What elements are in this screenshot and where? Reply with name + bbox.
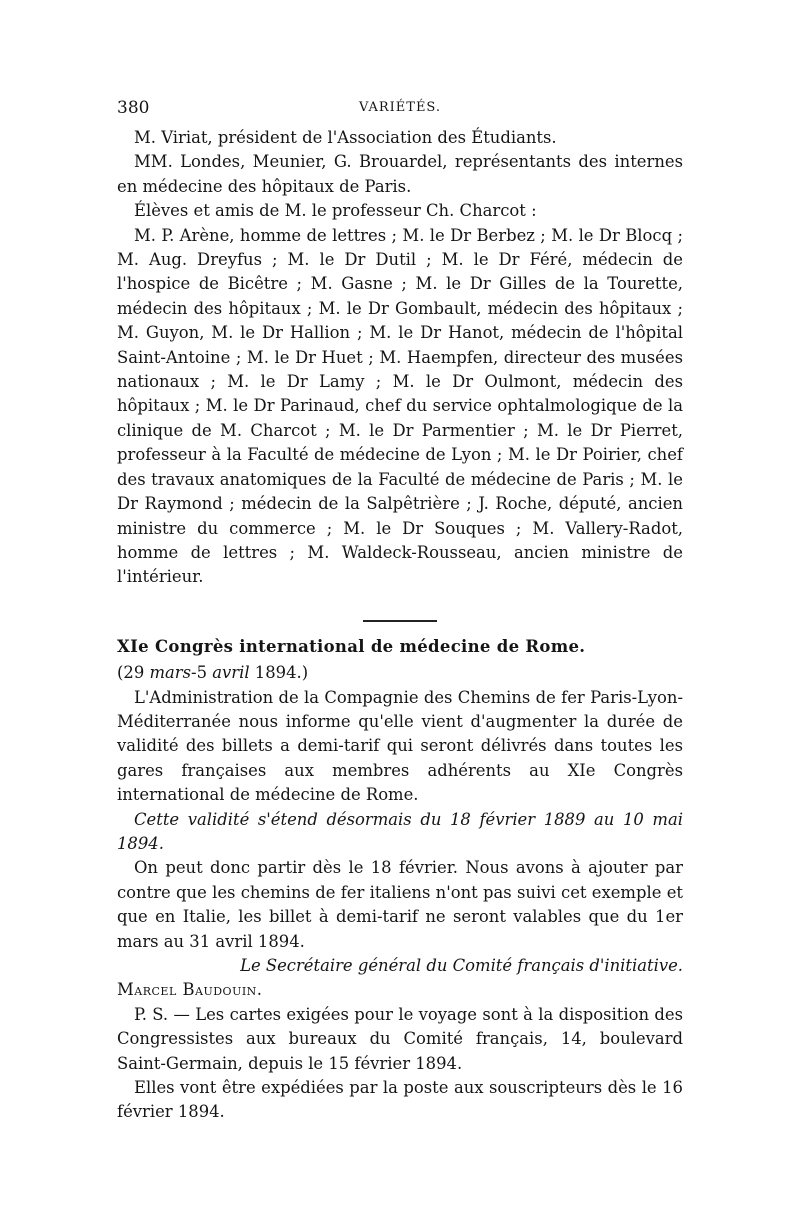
dates-avril: avril xyxy=(212,663,250,683)
page-body xyxy=(117,126,683,1125)
eleves-heading: Élèves et amis de M. le professeur Ch. Charcot : xyxy=(134,201,537,221)
ps-paragraph-1: P. S. — Les cartes exigées pour le voyage sont à la disposition des Congressistes aux bureaux du Comité français, 14, boulevard Saint-Germain, depuis le 15 février 1894. xyxy=(117,1004,683,1073)
page-header xyxy=(117,98,683,124)
dates-middle: -5 xyxy=(191,663,213,683)
dates-suffix: 1894.) xyxy=(249,663,309,683)
viriat-line: M. Viriat, président de l'Association des Étudiants. xyxy=(134,128,557,147)
internes-paragraph: MM. Londes, Meunier, G. Brouardel, représentants des internes en médecine des hôpitaux de Paris. xyxy=(117,152,683,196)
congress-dates xyxy=(117,661,683,685)
dates-mars: mars xyxy=(149,663,192,683)
page-number: 380 xyxy=(117,98,150,118)
congress-paragraph-3: On peut donc partir dès le 18 février. Nous avons à ajouter par contre que les chemins de fer italiens n'ont pas suivi cet exemple et que en Italie, les billet à demi-tarif ne seront valables que du 1er mars au 31 avril 1894. xyxy=(117,858,683,951)
signature-title: Le Secrétaire général du Comité français d'initiative. xyxy=(240,956,683,975)
dates-prefix: (29 xyxy=(117,663,150,683)
ps-paragraph-2: Elles vont être expédiées par la poste aux souscripteurs dès le 16 février 1894. xyxy=(117,1078,683,1122)
names-paragraph: M. P. Arène, homme de lettres ; M. le Dr Berbez ; M. le Dr Blocq ; M. Aug. Dreyfus ; M. le Dr Dutil ; M. le Dr Féré, médecin de l'hospice de Bicêtre ; M. Gasne ; M. le Dr Gilles de la Tourette, médecin des hôpitaux ; M. le Dr Gombault, médecin des hôpitaux ; M. Guyon, M. le Dr Hallion ; M. le Dr Hanot, médecin de l'hôpital Saint-Antoine ; M. le Dr Huet ; M. Haempfen, directeur des musées nationaux ; M. le Dr Lamy ; M. le Dr Oulmont, médecin des hôpitaux ; M. le Dr Parinaud, chef du service ophtalmologique de la clinique de M. Charcot ; M. le Dr Parmentier ; M. le Dr Pierret, professeur à la Faculté de médecine de Lyon ; M. le Dr Poirier, chef des travaux anatomiques de la Faculté de médecine de Paris ; M. le Dr Raymond ; médecin de la Salpêtrière ; J. Roche, député, ancien ministre du commerce ; M. le Dr Souques ; M. Vallery-Radot, homme de lettres ; M. Waldeck-Rousseau, ancien ministre de l'intérieur. xyxy=(117,225,683,587)
congress-paragraph-2: Cette validité s'étend désormais du 18 février 1889 au 10 mai 1894. xyxy=(117,809,683,853)
running-title: VARIÉTÉS. xyxy=(358,100,442,115)
signature-name: Marcel Baudouin. xyxy=(117,980,263,1000)
section-divider xyxy=(363,620,437,622)
congress-title: XIe Congrès international de médecine de Rome. xyxy=(117,636,586,656)
congress-paragraph-1: L'Administration de la Compagnie des Chemins de fer Paris-Lyon-Méditerranée nous informe qu'elle vient d'augmenter la durée de validité des billets a demi-tarif qui seront délivrés dans toutes les gares françaises aux membres adhérents au XIe Congrès international de médecine de Rome. xyxy=(117,687,683,805)
